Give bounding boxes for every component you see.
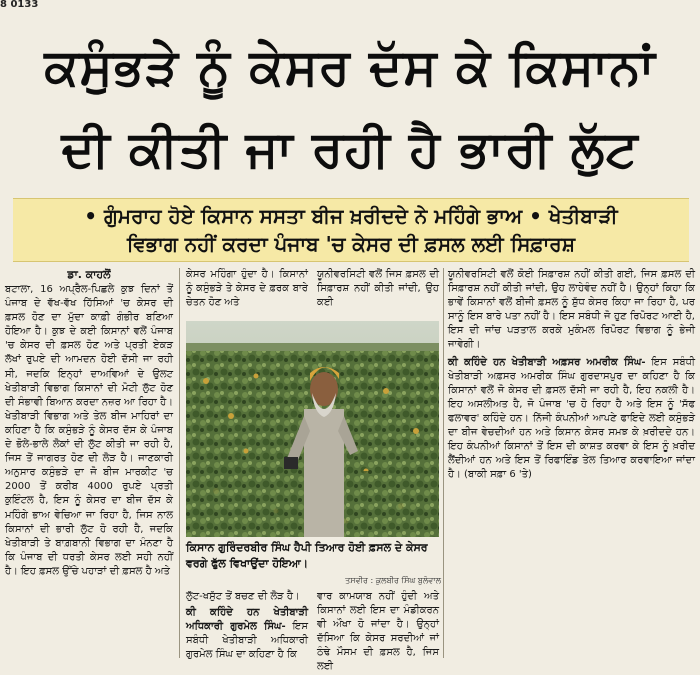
column-1-text: ਬਟਾਲਾ, 16 ਅਪ੍ਰੈਲ-ਪਿਛਲੇ ਕੁਝ ਦਿਨਾਂ ਤੋਂ ਪੰਜਾਬ ਦੇ ਵੱਖ-ਵੱਖ ਹਿੱਸਿਆਂ 'ਚ ਕੇਸਰ ਦੀ ਫ਼ਸਲ ਹੋਣ ਦਾ ਮੁੱਦਾ ਕਾਫ਼ੀ ਗੰਭੀਰ ਬਣਿਆ ਹੋਇਆ ਹੈ। ਕੁਝ ਦੇ ਕਈ ਕਿਸਾਨਾਂ ਵਲੋਂ ਪੰਜਾਬ 'ਚ ਕੇਸਰ ਦੀ ਫ਼ਸਲ ਹੋਣ ਅਤੇ ਪ੍ਰਤੀ ਏਕੜ ਲੱਖਾਂ ਰੁਪਏ ਦੀ ਆਮਦਨ ਹੋਈ ਦੱਸੀ ਜਾ ਰਹੀ ਸੀ, ਜਦਕਿ ਇਨ੍ਹਾਂ ਦਾਅਵਿਆਂ ਦੇ ਉਲਟ ਖੇਤੀਬਾੜੀ ਵਿਭਾਗ ਕਿਸਾਨਾਂ ਦੀ ਮੋਟੀ ਲੁੱਟ ਹੋਣ ਦੀ ਸੰਭਾਵੀ ਬਿਆਨ ਕਰਦਾ ਨਜ਼ਰ ਆ ਰਿਹਾ ਹੈ। ਖੇਤੀਬਾੜੀ ਵਿਭਾਗ ਅਤੇ ਤੇਲ ਬੀਜ ਮਾਹਿਰਾਂ ਦਾ ਕਹਿਣਾ ਹੈ ਕਿ ਕਸੁੰਭੜੇ ਨੂੰ ਕੇਸਰ ਦੱਸ ਕੇ ਪੰਜਾਬ ਦੇ ਭੋਲੇ-ਭਾਲੇ ਲੋਕਾਂ ਦੀ ਲੁੱਟ ਕੀਤੀ ਜਾ ਰਹੀ ਹੈ, ਜਿਸ ਤੋਂ ਜਾਗਰਤ ਹੋਣ ਦੀ ਲੋੜ ਹੈ। ਜਾਣਕਾਰੀ ਅਨੁਸਾਰ ਕਸੁੰਭੜੇ ਦਾ ਜੋ ਬੀਜ ਮਾਰਕੀਟ 'ਚ 2000 ਤੋਂ ਕਰੀਬ 4000 ਰੁਪਏ ਪ੍ਰਤੀ ਕੁਇੰਟਲ ਹੈ, ਇਸ ਨੂੰ ਕੇਸਰ ਦਾ ਬੀਜ ਦੱਸ ਕੇ ਮਹਿੰਗੇ ਭਾਅ ਵੇਚਿਆ ਜਾ ਰਿਹਾ ਹੈ, ਜਿਸ ਨਾਲ ਕਿਸਾਨਾਂ ਦੀ ਭਾਰੀ ਲੁੱਟ ਹੋ ਰਹੀ ਹੈ, ਜਦਕਿ ਖੇਤੀਬਾੜੀ ਤੇ ਬਾਗ਼ਬਾਨੀ ਵਿਭਾਗ ਦਾ ਮੰਨਣਾ ਹੈ ਕਿ ਪੰਜਾਬ ਦੀ ਧਰਤੀ ਕੇਸਰ ਲਈ ਸਹੀ ਨਹੀਂ ਹੈ। ਇਹ ਫ਼ਸਲ ਉੱਚੇ ਪਹਾੜਾਂ ਦੀ ਫ਼ਸਲ ਹੈ ਅਤੇ — [5, 284, 173, 577]
column-2-bottom-text: ਲੁੱਟ-ਖਸੁੱਟ ਤੋਂ ਬਚਣ ਦੀ ਲੋੜ ਹੈ। — [186, 591, 300, 602]
article-column-4 — [448, 268, 695, 658]
photo-caption: ਕਿਸਾਨ ਗੁਰਿੰਦਰਬੀਰ ਸਿੰਘ ਹੈਪੀ ਤਿਆਰ ਹੋਈ ਫ਼ਸਲ ਦੇ ਕੇਸਰ ਵਰਗੇ ਫੁੱਲ ਵਿਖਾਉਂਦਾ ਹੋਇਆ। — [186, 541, 428, 570]
headline-line-1: ਕਸੁੰਭੜੇ ਨੂੰ ਕੇਸਰ ਦੱਸ ਕੇ ਕਿਸਾਨਾਂ — [44, 38, 656, 96]
article-column-1 — [5, 268, 173, 658]
byline: ਡਾ. ਕਾਹਲੋਂ — [67, 268, 111, 281]
article-column-3-bottom: ਵਾਰ ਕਾਮਯਾਬ ਨਹੀਂ ਹੁੰਦੀ ਅਤੇ ਕਿਸਾਨਾਂ ਲਈ ਇਸ ਦਾ ਮੰਡੀਕਰਨ ਵੀ ਔਖਾ ਹੋ ਜਾਂਦਾ ਹੈ। ਉਨ੍ਹਾਂ ਦੱਸਿਆ ਕਿ ਕੇਸਰ ਸਰਦੀਆਂ ਜਾਂ ਠੰਢੇ ਮੌਸਮ ਦੀ ਫ਼ਸਲ ਹੈ, ਜਿਸ ਲਈ — [317, 591, 439, 673]
column-rule — [443, 268, 444, 658]
farmer-photo — [186, 321, 439, 537]
subheadline-line-1: • ਗੁੰਮਰਾਹ ਹੋਏ ਕਿਸਾਨ ਸਸਤਾ ਬੀਜ ਖ਼ਰੀਦਦੇ ਨੇ ਮਹਿੰਗੇ ਭਾਅ • ਖੇਤੀਬਾੜੀ — [84, 204, 618, 228]
column-rule — [179, 268, 180, 658]
article-column-2-bottom — [186, 590, 308, 661]
column-4-text: ਯੂਨੀਵਰਸਿਟੀ ਵਲੋਂ ਕੋਈ ਸਿਫ਼ਾਰਸ਼ ਨਹੀਂ ਕੀਤੀ ਗਈ, ਜਿਸ ਫ਼ਸਲ ਦੀ ਸਿਫ਼ਾਰਸ਼ ਨਹੀਂ ਕੀਤੀ ਜਾਂਦੀ, ਉਹ ਲਾਹੇਵੰਦ ਨਹੀਂ ਹੈ। ਉਨ੍ਹਾਂ ਕਿਹਾ ਕਿ ਭਾਵੇਂ ਕਿਸਾਨਾਂ ਵਲੋਂ ਬੀਜੀ ਫ਼ਸਲ ਨੂੰ ਸ਼ੁੱਧ ਕੇਸਰ ਕਿਹਾ ਜਾ ਰਿਹਾ ਹੈ, ਪਰ ਸਾਨੂੰ ਇਸ ਬਾਰੇ ਪਤਾ ਨਹੀਂ ਹੈ। ਇਸ ਸਬੰਧੀ ਜੋ ਹੁਣ ਰਿਪੋਰਟ ਆਈ ਹੈ, ਇਸ ਦੀ ਜਾਂਚ ਪੜਤਾਲ ਕਰਕੇ ਮੁਕੰਮਲ ਰਿਪੋਰਟ ਵਿਭਾਗ ਨੂੰ ਭੇਜੀ ਜਾਵੇਗੀ। — [448, 269, 695, 351]
section-heading-amrik-singh: ਕੀ ਕਹਿੰਦੇ ਹਨ ਖੇਤੀਬਾੜੀ ਅਫ਼ਸਰ ਅਮਰੀਕ ਸਿੰਘ- — [448, 356, 646, 368]
photo-credit: ਤਸਵੀਰ : ਕੁਲਬੀਰ ਸਿੰਘ ਬੁਲੋਵਾਲ — [345, 576, 441, 585]
subheadline-box — [13, 198, 689, 262]
headline-line-2: ਦੀ ਕੀਤੀ ਜਾ ਰਹੀ ਹੈ ਭਾਰੀ ਲੁੱਟ — [61, 120, 639, 178]
column-4-text-b: ਇਸ ਸਬੰਧੀ ਖੇਤੀਬਾੜੀ ਅਫ਼ਸਰ ਅਮਰੀਕ ਸਿੰਘ ਗੁਰਦਾਸਪੁਰ ਦਾ ਕਹਿਣਾ ਹੈ ਕਿ ਕਿਸਾਨਾਂ ਵਲੋਂ ਜੋ ਕੇਸਰ ਦੀ ਫ਼ਸਲ ਦੱਸੀ ਜਾ ਰਹੀ ਹੈ, ਇਹ ਨਕਲੀ ਹੈ। ਇਹ ਅਸਲੀਅਤ ਹੈ, ਜੋ ਪੰਜਾਬ 'ਚ ਹੋ ਰਿਹਾ ਹੈ ਅਤੇ ਇਸ ਨੂੰ 'ਸੱਫ ਫਲਾਵਰ' ਕਹਿੰਦੇ ਹਨ। ਨਿੱਜੀ ਕੰਪਨੀਆਂ ਆਪਣੇ ਫਾਇਦੇ ਲਈ ਕਸੁੰਭੜੇ ਦਾ ਬੀਜ ਵੇਚਦੀਆਂ ਹਨ ਅਤੇ ਕਿਸਾਨ ਕੇਸਰ ਸਮਝ ਕੇ ਖ਼ਰੀਦਦੇ ਹਨ। ਇਹ ਕੰਪਨੀਆਂ ਕਿਸਾਨਾਂ ਤੋਂ ਇਸ ਦੀ ਕਾਸ਼ਤ ਕਰਵਾ ਕੇ ਇਸ ਨੂੰ ਖ਼ਰੀਦ ਲੈਂਦੀਆਂ ਹਨ ਅਤੇ ਇਸ ਤੋਂ ਰਿਫਾਇੰਡ ਤੇਲ ਤਿਆਰ ਕਰਵਾਇਆ ਜਾਂਦਾ ਹੈ। (ਬਾਕੀ ਸਫ਼ਾ 6 'ਤੇ) — [448, 356, 695, 481]
column-2-bottom-text-b: ਇਸ ਸਬੰਧੀ ਖੇਤੀਬਾੜੀ ਅਧਿਕਾਰੀ ਗੁਰਮੇਲ ਸਿੰਘ ਦਾ ਕਹਿਣਾ ਹੈ ਕਿ — [186, 621, 308, 661]
masthead-fragment: 8 0133 — [0, 0, 39, 10]
subheadline-line-2: ਵਿਭਾਗ ਨਹੀਂ ਕਰਦਾ ਪੰਜਾਬ 'ਚ ਕੇਸਰ ਦੀ ਫ਼ਸਲ ਲਈ ਸਿਫ਼ਾਰਸ਼ — [126, 232, 576, 256]
article-column-3-top: ਯੂਨੀਵਰਸਿਟੀ ਵਲੋਂ ਜਿਸ ਫ਼ਸਲ ਦੀ ਸਿਫ਼ਾਰਸ਼ ਨਹੀਂ ਕੀਤੀ ਜਾਂਦੀ, ਉਹ ਕਈ — [317, 269, 439, 309]
section-heading-gurmel-singh: ਕੀ ਕਹਿੰਦੇ ਹਨ ਖੇਤੀਬਾੜੀ ਅਧਿਕਾਰੀ ਗੁਰਮੇਲ ਸਿੰਘ- — [186, 607, 308, 633]
article-column-2-top: ਕੇਸਰ ਮਹਿੰਗਾ ਹੁੰਦਾ ਹੈ। ਕਿਸਾਨਾਂ ਨੂੰ ਕਸੁੰਭੜੇ ਤੇ ਕੇਸਰ ਦੇ ਫ਼ਰਕ ਬਾਰੇ ਚੇਤਨ ਹੋਣ ਅਤੇ — [186, 269, 308, 309]
